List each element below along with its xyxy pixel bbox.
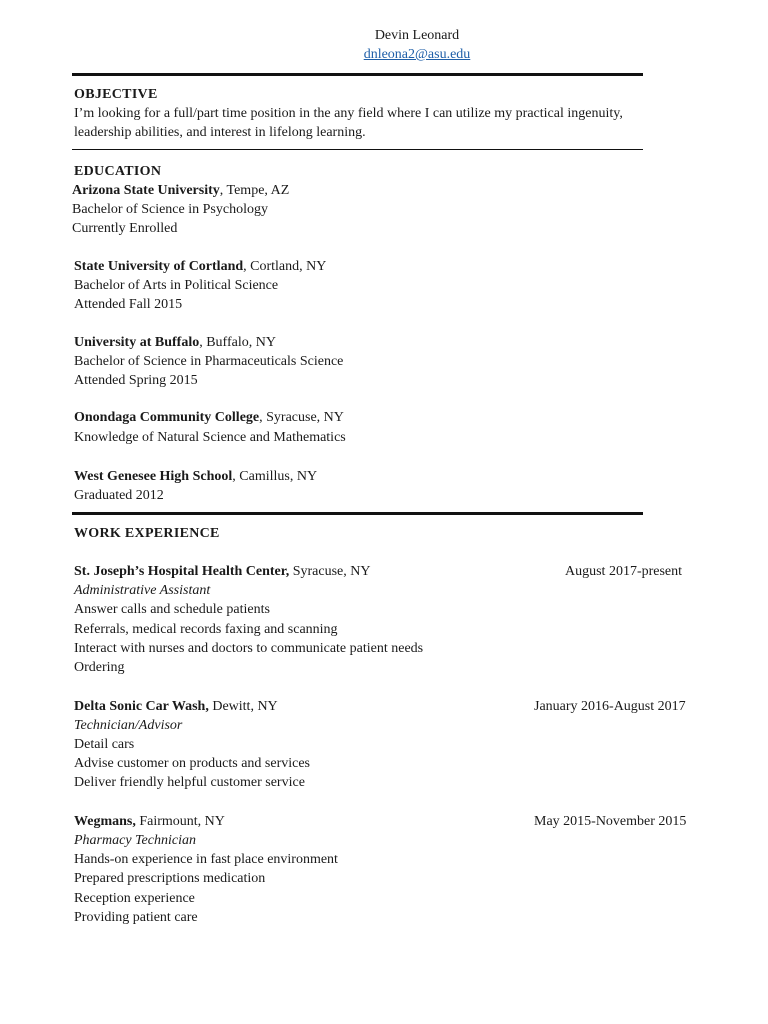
- employer-location: Fairmount, NY: [135, 814, 225, 829]
- school-degree: Bachelor of Science in Pharmaceuticals Science: [74, 354, 344, 369]
- school-entry: [74, 333, 276, 352]
- school-location: , Tempe, AZ: [219, 183, 290, 198]
- job-role: Administrative Assistant: [74, 583, 211, 598]
- school-location: , Syracuse, NY: [259, 410, 344, 425]
- school-status: Currently Enrolled: [72, 221, 178, 236]
- applicant-name: Devin Leonard: [374, 28, 460, 43]
- school-location: , Cortland, NY: [243, 259, 327, 274]
- job-duty: Ordering: [74, 660, 125, 675]
- divider-line: [72, 149, 643, 150]
- job-duty: Reception experience: [74, 891, 195, 906]
- divider-line: [72, 512, 643, 515]
- job-duty: Deliver friendly helpful customer service: [74, 775, 305, 790]
- job-entry: [74, 562, 370, 581]
- school-entry: [72, 181, 289, 200]
- job-dates: May 2015-November 2015: [534, 814, 687, 829]
- school-name: University at Buffalo: [74, 335, 200, 350]
- job-duty: Hands-on experience in fast place environment: [74, 852, 338, 867]
- job-duty: Answer calls and schedule patients: [74, 602, 270, 617]
- job-entry: [74, 697, 278, 716]
- school-degree: Knowledge of Natural Science and Mathematics: [74, 430, 346, 445]
- school-status: Attended Spring 2015: [74, 373, 198, 388]
- school-degree: Bachelor of Science in Psychology: [72, 202, 268, 217]
- school-name: Onondaga Community College: [74, 410, 260, 425]
- school-location: , Camillus, NY: [232, 469, 318, 484]
- employer-location: Syracuse, NY: [289, 564, 371, 579]
- job-duty: Interact with nurses and doctors to communicate patient needs: [74, 641, 424, 656]
- education-heading: EDUCATION: [74, 164, 162, 179]
- school-status: Graduated 2012: [74, 488, 164, 503]
- divider-line: [72, 73, 643, 76]
- job-role: Technician/Advisor: [74, 718, 183, 733]
- job-duty: Referrals, medical records faxing and scanning: [74, 622, 338, 637]
- employer-location: Dewitt, NY: [208, 699, 278, 714]
- school-entry: [74, 257, 326, 276]
- job-dates: August 2017-present: [565, 564, 683, 579]
- employer-name: Wegmans,: [74, 814, 136, 829]
- school-location: , Buffalo, NY: [199, 335, 276, 350]
- employer-name: Delta Sonic Car Wash,: [74, 699, 209, 714]
- school-name: State University of Cortland: [74, 259, 244, 274]
- school-entry: [74, 408, 344, 427]
- job-duty: Providing patient care: [74, 910, 198, 925]
- objective-text-line-2: leadership abilities, and interest in lifelong learning.: [74, 125, 366, 140]
- job-role: Pharmacy Technician: [74, 833, 196, 848]
- email-link[interactable]: dnleona2@asu.edu: [363, 47, 471, 62]
- job-duty: Advise customer on products and services: [74, 756, 310, 771]
- employer-name: St. Joseph’s Hospital Health Center,: [74, 564, 290, 579]
- objective-heading: OBJECTIVE: [74, 87, 158, 102]
- job-entry: [74, 812, 225, 831]
- school-degree: Bachelor of Arts in Political Science: [74, 278, 279, 293]
- job-duty: Detail cars: [74, 737, 135, 752]
- school-entry: [74, 467, 317, 486]
- school-name: West Genesee High School: [74, 469, 233, 484]
- job-dates: January 2016-August 2017: [534, 699, 686, 714]
- objective-text-line-1: I’m looking for a full/part time position in the any field where I can utilize my practical ingenuity,: [74, 106, 623, 121]
- job-duty: Prepared prescriptions medication: [74, 871, 266, 886]
- work-experience-heading: WORK EXPERIENCE: [74, 526, 220, 541]
- school-status: Attended Fall 2015: [74, 297, 183, 312]
- school-name: Arizona State University: [72, 183, 220, 198]
